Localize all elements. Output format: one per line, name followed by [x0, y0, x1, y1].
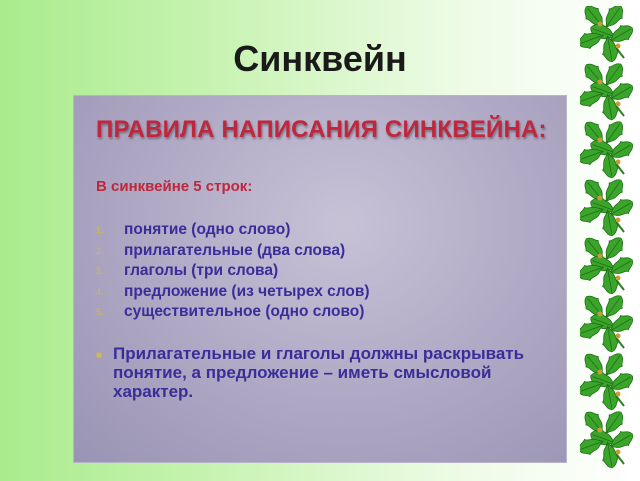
- list-number: 5.: [96, 307, 104, 317]
- list-item-text: предложение (из четырех слов): [124, 282, 370, 300]
- square-bullet-icon: ■: [96, 350, 103, 361]
- oak-branch-icon: [580, 408, 636, 470]
- list-item: [96, 282, 370, 303]
- intro-text: В синквейне 5 строк:: [96, 178, 253, 195]
- oak-branch-icon: [580, 292, 636, 354]
- list-number: 4.: [96, 286, 104, 297]
- list-item: [96, 302, 370, 323]
- oak-branch-icon: [580, 350, 636, 412]
- oak-branch-icon: [580, 60, 636, 122]
- list-item-text: понятие (одно слово): [124, 221, 291, 238]
- list-number: 1.: [96, 225, 104, 235]
- list-item: [96, 220, 370, 241]
- list-item-text: глаголы (три слова): [124, 262, 279, 279]
- rules-list: [96, 220, 370, 323]
- page-title: Синквейн: [233, 38, 407, 79]
- list-number: 3.: [96, 266, 104, 276]
- list-item-text: прилагательные (два слова): [124, 241, 346, 259]
- list-item: [96, 261, 370, 282]
- oak-branch-icon: [580, 118, 636, 180]
- oak-leaf-border: [580, 6, 636, 476]
- list-item-text: существительное (одно слово): [124, 303, 365, 320]
- slide-heading: ПРАВИЛА НАПИСАНИЯ СИНКВЕЙНА:: [96, 116, 547, 143]
- list-item: [96, 241, 370, 262]
- oak-branch-icon: [580, 234, 636, 296]
- oak-branch-icon: [580, 6, 636, 63]
- oak-branch-icon: [580, 176, 636, 238]
- note-paragraph: [96, 344, 573, 401]
- list-number: 2.: [96, 245, 104, 256]
- note-text: Прилагательные и глаголы должны раскрывать понятие, а предложение – иметь смысловой характер.: [113, 344, 525, 401]
- rules-slide: [74, 96, 566, 462]
